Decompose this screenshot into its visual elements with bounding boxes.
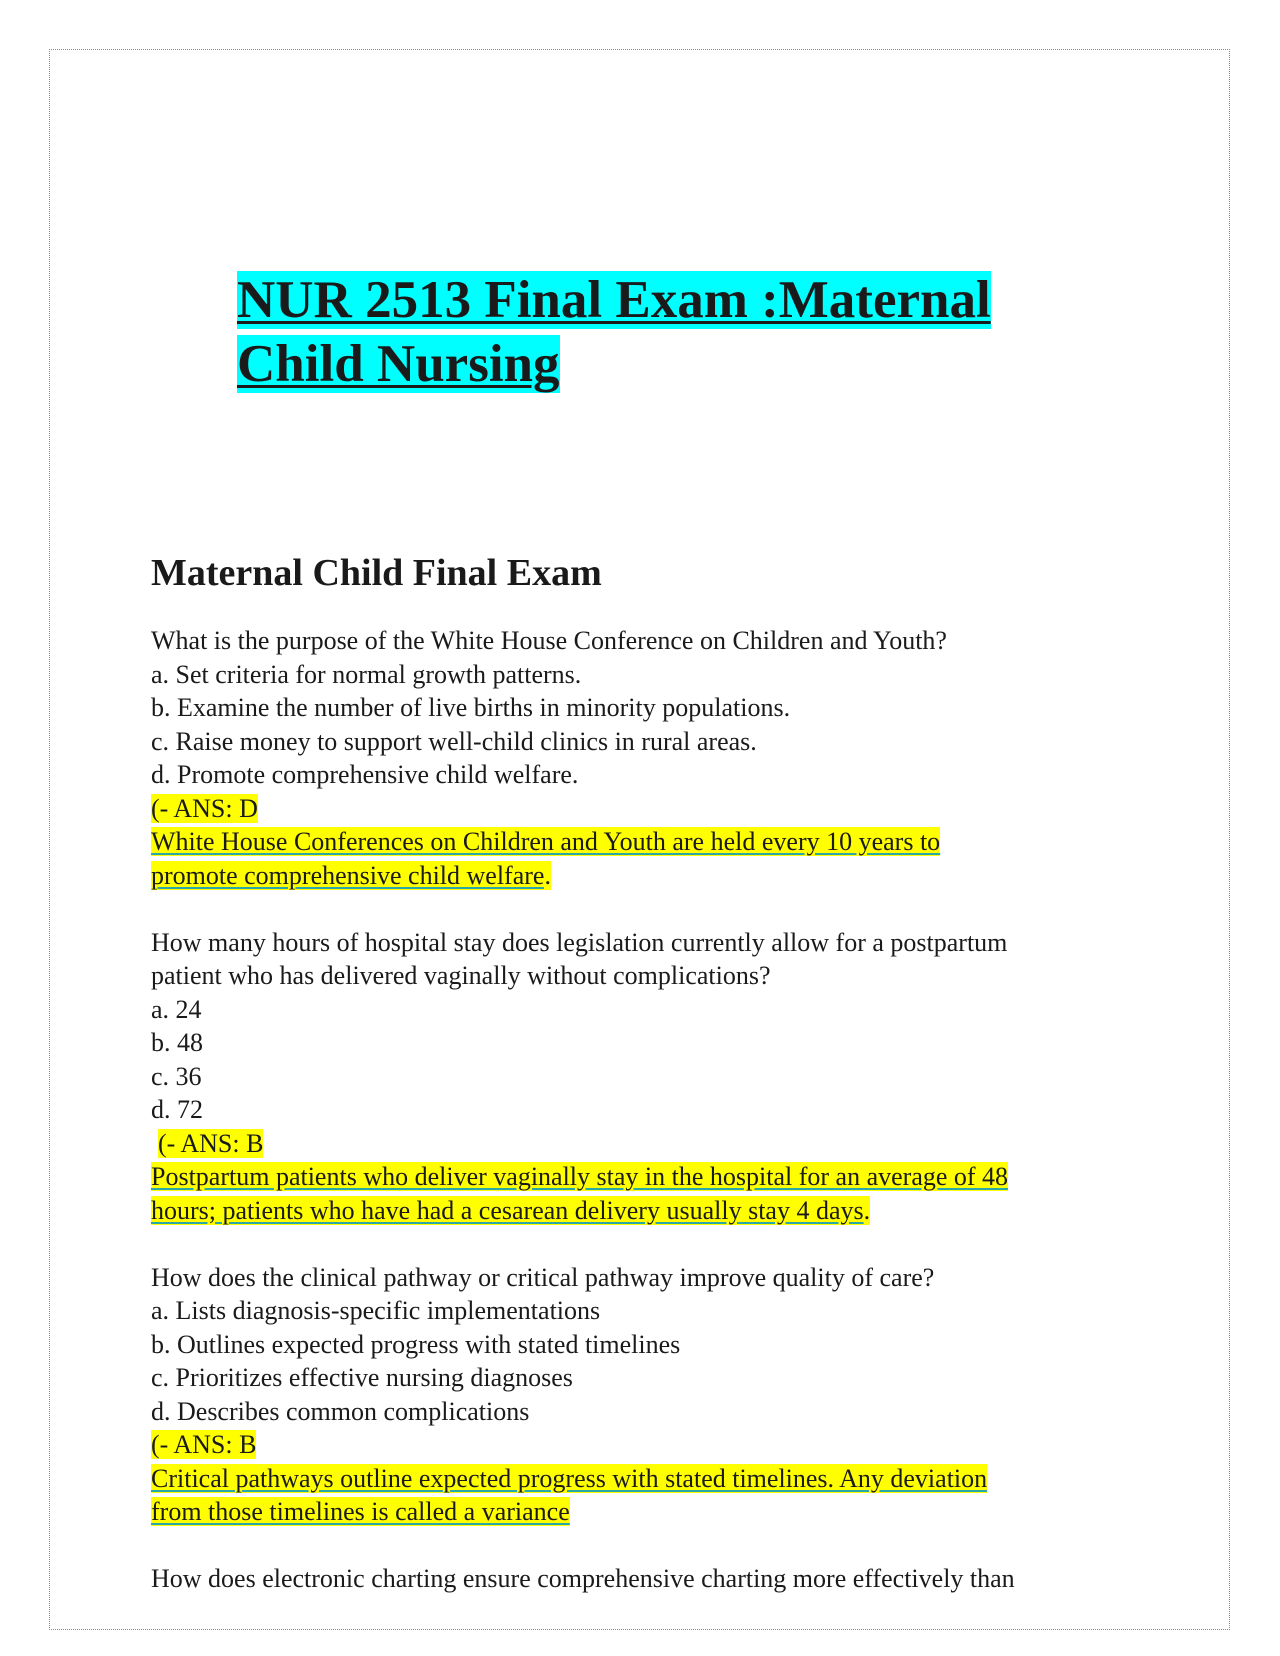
rationale-end: . [863, 1195, 871, 1225]
option-c: c. 36 [151, 1061, 202, 1091]
spacer [151, 1227, 1131, 1261]
rationale-line-2: hours; patients who have had a cesarean delivery usually stay 4 days [151, 1195, 864, 1225]
option-d: d. Promote comprehensive child welfare. [151, 760, 579, 789]
option-a: a. 24 [151, 994, 202, 1024]
option-c: c. Prioritizes effective nursing diagnoses [151, 1363, 573, 1392]
spacer [151, 1529, 1131, 1563]
exam-content [151, 624, 1131, 1596]
option-b: b. Outlines expected progress with stated timelines [151, 1329, 681, 1359]
section-heading: Maternal Child Final Exam [151, 552, 602, 594]
option-a: a. Lists diagnosis-specific implementations [151, 1296, 601, 1325]
question-2 [151, 926, 1131, 1228]
question-stem-line-1: How many hours of hospital stay does legislation currently allow for a postpartum [151, 927, 1008, 957]
question-stem: How does electronic charting ensure comprehensive charting more effectively than [151, 1564, 1015, 1593]
question-4 [151, 1562, 1131, 1596]
option-a: a. Set criteria for normal growth patterns. [151, 659, 582, 689]
document-title [237, 268, 1097, 396]
rationale-line-2: from those timelines is called a variance [151, 1497, 570, 1526]
title-line-1: NUR 2513 Final Exam :Maternal [237, 271, 991, 329]
option-c: c. Raise money to support well-child clinics in rural areas. [151, 726, 757, 756]
rationale-line-1: Postpartum patients who deliver vaginally stay in the hospital for an average of 48 [151, 1162, 1009, 1191]
option-d: d. 72 [151, 1095, 203, 1124]
spacer [151, 892, 1131, 926]
question-stem-line-2: patient who has delivered vaginally without complications? [151, 961, 771, 990]
question-3 [151, 1261, 1131, 1529]
rationale-end: . [544, 860, 551, 890]
answer-key: (- ANS: B [151, 1430, 257, 1459]
rationale-line-1: Critical pathways outline expected progress with stated timelines. Any deviation [151, 1463, 988, 1493]
rationale-line-1: White House Conferences on Children and Youth are held every 10 years to [151, 827, 941, 856]
answer-key: (- ANS: D [151, 793, 258, 823]
answer-key: (- ANS: B [158, 1128, 264, 1158]
option-b: b. 48 [151, 1028, 203, 1057]
option-d: d. Describes common complications [151, 1396, 530, 1426]
question-stem: What is the purpose of the White House Conference on Children and Youth? [151, 626, 947, 655]
question-1 [151, 624, 1131, 892]
rationale-line-2: promote comprehensive child welfare [151, 860, 545, 890]
question-stem: How does the clinical pathway or critical pathway improve quality of care? [151, 1262, 935, 1292]
title-line-2: Child Nursing [237, 335, 560, 393]
option-b: b. Examine the number of live births in minority populations. [151, 693, 791, 722]
